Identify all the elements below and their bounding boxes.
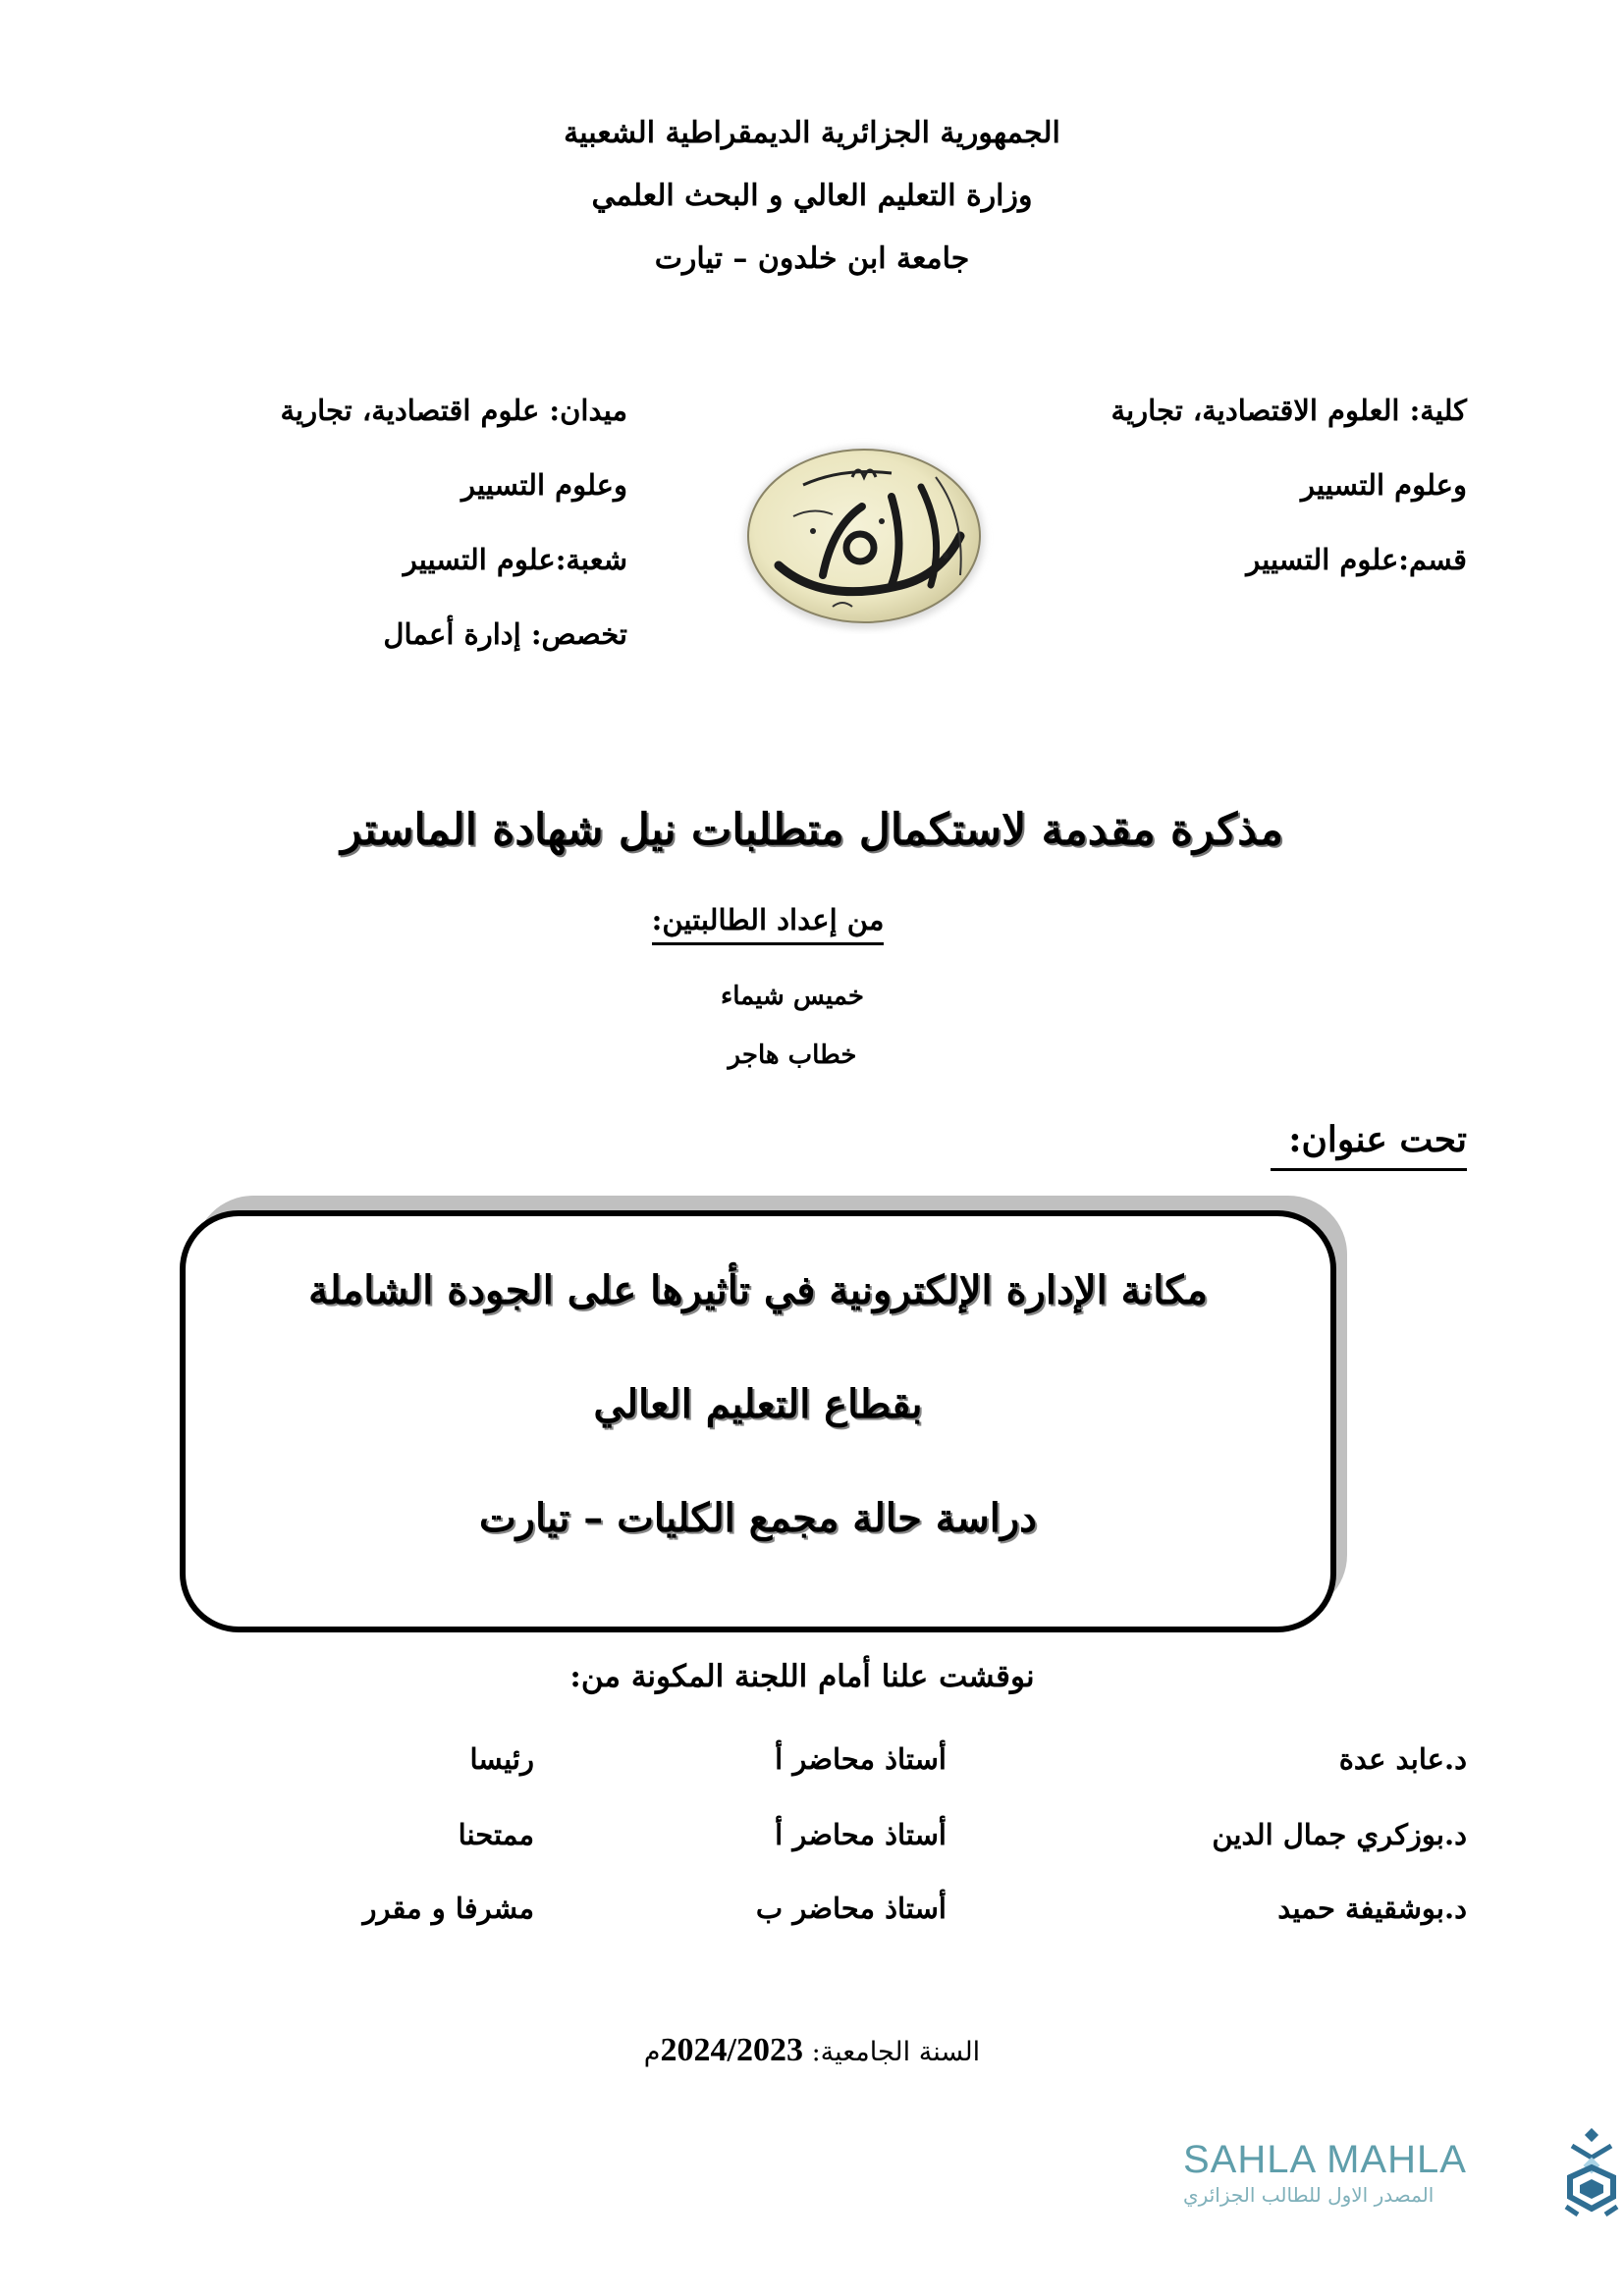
faculty-label: كلية: العلوم الاقتصادية، تجارية: [1110, 394, 1467, 427]
university-header: [0, 241, 1624, 276]
under-title-label: تحت عنوان:: [1271, 1119, 1467, 1171]
memo-title: مذكرة مقدمة لاستكمال متطلبات نيل شهادة الماستر: [341, 805, 1283, 855]
republic-header: [0, 116, 1624, 150]
member-rank: أستاذ محاضر ب: [755, 1892, 947, 1925]
member-name: د.عابد عدة: [1338, 1742, 1467, 1776]
committee-row: [0, 1892, 1624, 1941]
republic-name: الجمهورية الجزائرية الديمقراطية الشعبية: [564, 116, 1060, 150]
sahla-mahla-watermark: [1173, 2128, 1624, 2226]
university-seal-icon: [734, 438, 995, 634]
student-name: [0, 1041, 1624, 1070]
committee-row: [0, 1742, 1624, 1791]
committee-heading: [0, 1659, 1624, 1694]
member-name: د.بوشقيفة حميد: [1277, 1892, 1467, 1925]
specialty-label: تخصص: إدارة أعمال: [383, 617, 627, 651]
watermark-title: SAHLA MAHLA: [1183, 2138, 1467, 2181]
academic-year: [0, 2032, 1624, 2069]
committee-heading-text: نوقشت علنا أمام اللجنة المكونة من:: [569, 1659, 1035, 1694]
student-name: [0, 982, 1624, 1011]
thesis-title-line-2: بقطاع التعليم العالي: [593, 1381, 923, 1427]
member-role: ممتحنا: [458, 1818, 534, 1851]
prepared-by-label: من إعداد الطالبتين:: [652, 903, 885, 945]
academic-year-suffix: م: [643, 2037, 661, 2066]
thesis-title-line-3: دراسة حالة مجمع الكليات – تيارت: [479, 1495, 1037, 1541]
ministry-name: وزارة التعليم العالي و البحث العلمي: [591, 179, 1033, 213]
sahla-mahla-logo-icon: [1562, 2128, 1621, 2216]
member-rank: أستاذ محاضر أ: [775, 1742, 947, 1776]
thesis-title-box: [180, 1210, 1336, 1632]
branch-label: شعبة:علوم التسيير: [403, 543, 627, 576]
university-name: جامعة ابن خلدون – تيارت: [654, 241, 970, 276]
member-name: د.بوزكري جمال الدين: [1212, 1818, 1467, 1851]
watermark-subtitle: المصدر الاول للطالب الجزائري: [1183, 2183, 1435, 2207]
member-role: مشرفا و مقرر: [362, 1892, 534, 1925]
ministry-header: [0, 179, 1624, 213]
academic-year-number: 2024/2023: [660, 2032, 803, 2068]
field-label-continued: وعلوم التسيير: [461, 468, 627, 502]
academic-year-value: [644, 2032, 803, 2068]
field-label: ميدان: علوم اقتصادية، تجارية: [280, 394, 627, 427]
student-name-2: خطاب هاجر: [728, 1041, 857, 1070]
academic-year-label: السنة الجامعية:: [811, 2037, 981, 2067]
thesis-title-line-1: مكانة الإدارة الإلكترونية في تأثيرها على الجودة الشاملة: [308, 1267, 1208, 1313]
student-name-1: خميس شيماء: [721, 982, 864, 1011]
member-rank: أستاذ محاضر أ: [775, 1818, 947, 1851]
faculty-label-continued: وعلوم التسيير: [1301, 468, 1467, 502]
department-label: قسم:علوم التسيير: [1246, 543, 1467, 576]
member-role: رئيسا: [469, 1742, 534, 1776]
prepared-by-heading: [0, 903, 1624, 945]
committee-row: [0, 1818, 1624, 1867]
